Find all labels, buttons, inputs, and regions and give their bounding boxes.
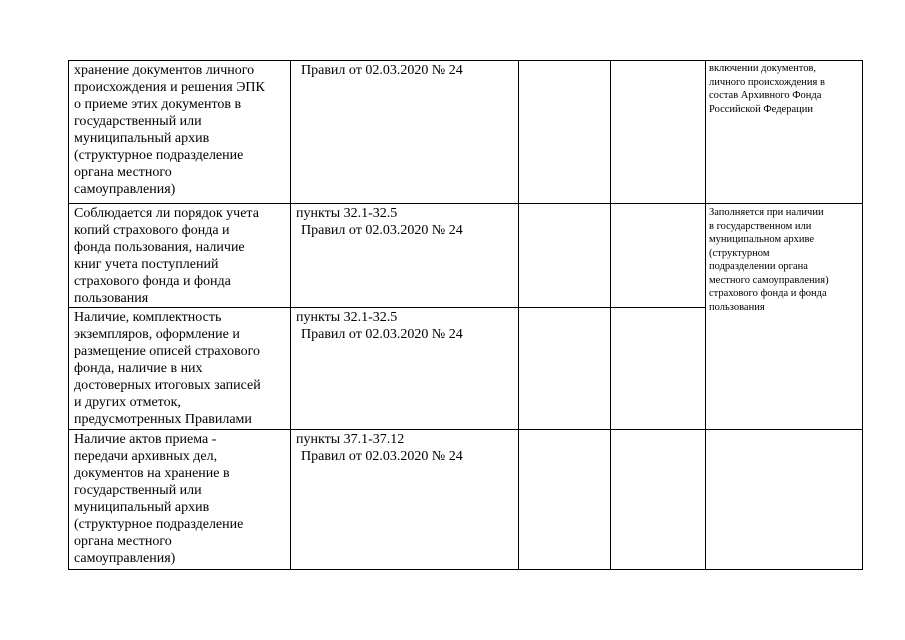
requirement-line: Наличие актов приема - (74, 432, 217, 447)
empty-cell (611, 430, 706, 570)
requirement-line: государственный или (74, 483, 202, 498)
reference-cell (291, 308, 519, 430)
table-row (69, 61, 863, 204)
table-row (69, 430, 863, 570)
requirement-cell (69, 308, 291, 430)
reference-cell (291, 61, 519, 204)
requirement-line: (структурное подразделение (74, 148, 244, 163)
note-line: муниципальном архиве (709, 234, 815, 245)
requirement-line: фонда, наличие в них (74, 361, 203, 376)
note-line: пользования (709, 301, 765, 313)
reference-cell (291, 204, 519, 308)
reference-line: пункты 32.1-32.5 (296, 206, 398, 221)
note-cell (706, 204, 863, 430)
requirement-line: муниципальный архив (74, 500, 210, 515)
requirement-line: достоверных итоговых записей (74, 378, 261, 393)
reference-line: Правил от 02.03.2020 № 24 (301, 223, 463, 238)
note-line: Российской Федерации (709, 103, 813, 115)
requirement-line: органа местного (74, 165, 172, 180)
note-line: местного самоуправления) (709, 274, 829, 286)
requirement-line: о приеме этих документов в (74, 97, 242, 112)
requirement-line: и других отметок, (74, 395, 181, 410)
requirement-line: муниципальный архив (74, 131, 210, 146)
requirement-line: Наличие, комплектность (74, 310, 222, 325)
note-cell (706, 430, 863, 570)
requirement-line: размещение описей страхового (74, 344, 260, 359)
requirement-line: происхождения и решения ЭПК (74, 80, 265, 95)
note-line: подразделении органа (709, 261, 808, 272)
requirement-line: книг учета поступлений (74, 257, 219, 272)
note-line: Заполняется при наличии (709, 207, 824, 218)
requirement-line: документов на хранение в (74, 466, 230, 481)
empty-cell (519, 61, 611, 204)
requirement-line: хранение документов личного (74, 63, 255, 78)
requirement-cell (69, 204, 291, 308)
requirement-line: передачи архивных дел, (74, 449, 218, 464)
note-line: страхового фонда и фонда (709, 288, 827, 299)
note-line: личного происхождения в (709, 76, 825, 88)
requirement-line: предусмотренных Правилами (74, 412, 252, 427)
requirement-line: самоуправления) (74, 182, 176, 197)
note-line: включении документов, (709, 63, 817, 74)
note-line: состав Архивного Фонда (709, 90, 822, 101)
note-line: в государственном или (709, 220, 812, 232)
reference-line: пункты 32.1-32.5 (296, 310, 398, 325)
requirement-line: Соблюдается ли порядок учета (74, 206, 259, 221)
note-cell (706, 61, 863, 204)
requirement-line: (структурное подразделение (74, 517, 244, 532)
empty-cell (519, 430, 611, 570)
requirement-line: копий страхового фонда и (74, 223, 230, 238)
table-row (69, 204, 863, 308)
empty-cell (611, 204, 706, 308)
empty-cell (519, 308, 611, 430)
reference-line: Правил от 02.03.2020 № 24 (301, 327, 463, 342)
requirement-cell (69, 61, 291, 204)
requirement-cell (69, 430, 291, 570)
empty-cell (519, 204, 611, 308)
requirement-line: страхового фонда и фонда (74, 274, 231, 289)
requirement-line: пользования (74, 291, 149, 306)
reference-line: пункты 37.1-37.12 (296, 432, 405, 447)
reference-line: Правил от 02.03.2020 № 24 (301, 63, 463, 78)
empty-cell (611, 61, 706, 204)
checklist-table (68, 60, 863, 570)
requirement-line: экземпляров, оформление и (74, 327, 240, 342)
requirement-line: фонда пользования, наличие (74, 240, 245, 255)
reference-cell (291, 430, 519, 570)
note-line: (структурном (709, 247, 770, 259)
requirement-line: органа местного (74, 534, 172, 549)
empty-cell (611, 308, 706, 430)
reference-line: Правил от 02.03.2020 № 24 (301, 449, 463, 464)
requirement-line: государственный или (74, 114, 202, 129)
requirement-line: самоуправления) (74, 551, 176, 566)
